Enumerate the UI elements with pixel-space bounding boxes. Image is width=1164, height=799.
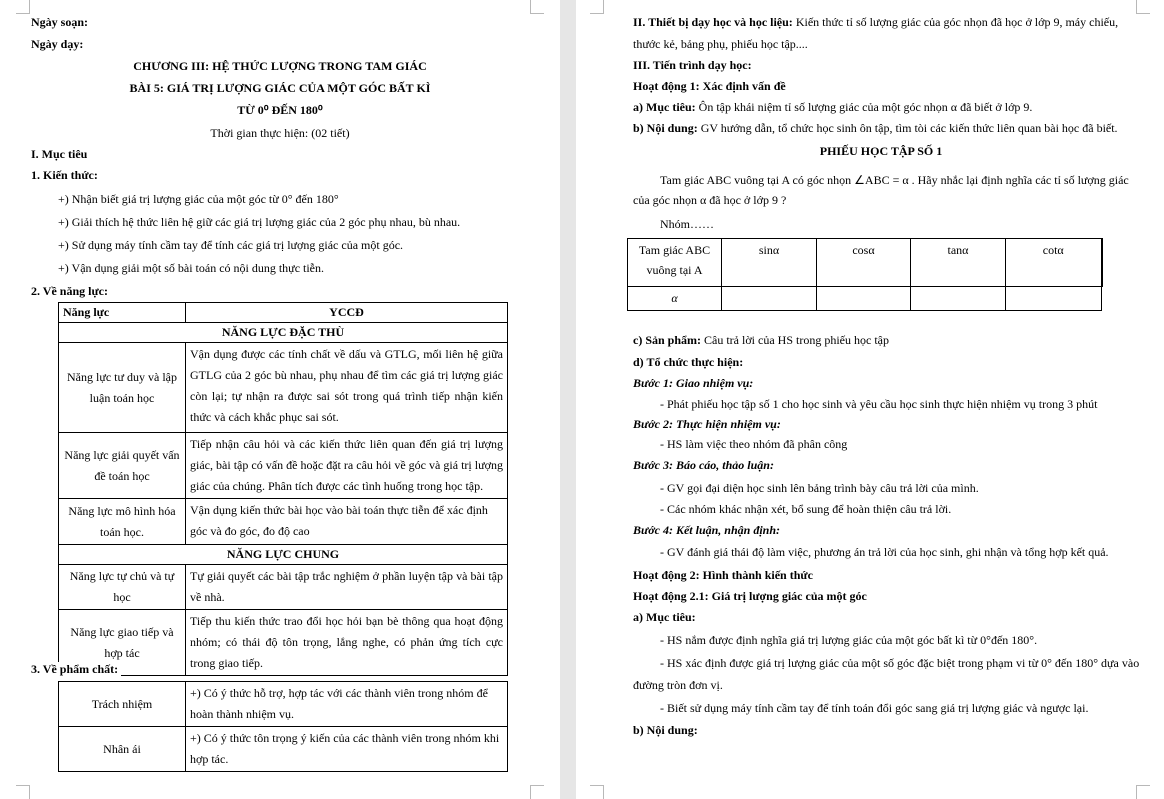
objective-text: Ôn tập khái niệm tỉ số lượng giác của một góc nhọn α đã biết ở lớp 9. bbox=[695, 100, 1033, 114]
table-cell bbox=[817, 287, 911, 311]
step-2-text: - HS làm việc theo nhóm đã phân công bbox=[660, 437, 848, 451]
table-cell: Năng lực giải quyết vấn đề toán học bbox=[59, 433, 186, 499]
qualities-table bbox=[58, 681, 508, 772]
equipment-text: Kiến thức tỉ số lượng giác của góc nhọn đã học ở lớp 9, máy chiếu, bbox=[792, 15, 1119, 29]
table-cell: +) Có ý thức hỗ trợ, hợp tác với các thành viên trong nhóm để hoàn thành nhiệm vụ. bbox=[186, 682, 508, 727]
step-2-heading: Bước 2: Thực hiện nhiệm vụ: bbox=[633, 417, 781, 431]
table-cell: Tiếp nhận câu hỏi và các kiến thức liên quan đến giá trị lượng giác, bài tập có vấn đề hoặc đặt ra câu hỏi về góc và giá trị lượng giác của chúng. Phân tích được các tình huống trong học tập. bbox=[186, 433, 508, 499]
step-3-text-1: - GV gọi đại diện học sinh lên bảng trình bày câu trả lời của mình. bbox=[660, 481, 979, 495]
crop-mark bbox=[16, 0, 30, 14]
organization-heading: d) Tổ chức thực hiện: bbox=[633, 355, 744, 369]
table-header: cotα bbox=[1006, 239, 1102, 287]
product-text: Câu trả lời của HS trong phiếu học tập bbox=[701, 333, 889, 347]
section-competency: 2. Về năng lực: bbox=[31, 284, 108, 298]
activity-2-1-content: b) Nội dung: bbox=[633, 723, 698, 737]
table-header: cosα bbox=[817, 239, 911, 287]
table-cell bbox=[911, 287, 1006, 311]
worksheet-title: PHIẾU HỌC TẬP SỐ 1 bbox=[819, 144, 943, 158]
table-header: Tam giác ABC vuông tại A bbox=[628, 239, 722, 287]
objective-item: - HS xác định được giá trị lượng giác của một số góc đặc biệt trong phạm vi từ 0° đến 180° dựa vào bbox=[660, 656, 1140, 670]
objective-item: - Biết sử dụng máy tính cầm tay để tính toán đổi góc sang giá trị lượng giác và ngược lại. bbox=[660, 701, 1089, 715]
knowledge-item: +) Nhận biết giá trị lượng giác của một góc từ 0° đến 180° bbox=[58, 192, 339, 206]
section-objectives: I. Mục tiêu bbox=[31, 147, 88, 161]
objective-label: a) Mục tiêu: bbox=[633, 100, 696, 114]
section-qualities: 3. Về phẩm chất: bbox=[31, 662, 121, 677]
table-cell: Năng lực tư duy và lập luận toán học bbox=[59, 343, 186, 433]
worksheet-question-2: của góc nhọn α đã học ở lớp 9 ? bbox=[633, 193, 787, 207]
activity-2-1-heading: Hoạt động 2.1: Giá trị lượng giác của một góc bbox=[633, 589, 867, 603]
table-cell: Năng lực mô hình hóa toán học. bbox=[59, 499, 186, 545]
activity-2-heading: Hoạt động 2: Hình thành kiến thức bbox=[633, 568, 813, 582]
lesson-subtitle: TỪ 0⁰ ĐẾN 180⁰ bbox=[237, 103, 323, 117]
crop-mark bbox=[530, 0, 544, 14]
objective-item-cont: đường tròn đơn vị. bbox=[633, 678, 723, 692]
knowledge-item: +) Sử dụng máy tính cầm tay để tính các giá trị lượng giác của một góc. bbox=[58, 238, 404, 252]
table-cell: Trách nhiệm bbox=[59, 682, 186, 727]
product-label: c) Sản phẩm: bbox=[633, 333, 702, 347]
product-line bbox=[633, 333, 889, 348]
table-cell: Năng lực giao tiếp và hợp tác bbox=[59, 610, 186, 676]
table-cell: Năng lực tự chủ và tự học bbox=[59, 565, 186, 610]
crop-mark bbox=[590, 0, 604, 14]
worksheet-question: Tam giác ABC vuông tại A có góc nhọn ∠ABC = α . Hãy nhắc lại định nghĩa các tỉ số lượng giác bbox=[660, 173, 1129, 187]
activity-1-objective bbox=[633, 100, 1032, 115]
table-section-heading: NĂNG LỰC CHUNG bbox=[59, 545, 508, 565]
table-header: Năng lực bbox=[59, 303, 186, 323]
step-1-text: - Phát phiếu học tập số 1 cho học sinh và yêu cầu học sinh thực hiện nhiệm vụ trong 3 phút bbox=[660, 397, 1098, 411]
table-cell: Vận dụng kiến thức bài học vào bài toán thực tiễn để xác định góc và đo góc, đo độ cao bbox=[186, 499, 508, 545]
content-text: GV hướng dẫn, tổ chức học sinh ôn tập, tìm tòi các kiến thức liên quan bài học đã biết. bbox=[697, 121, 1118, 135]
step-1-heading: Bước 1: Giao nhiệm vụ: bbox=[633, 376, 754, 390]
table-cell: +) Có ý thức tôn trọng ý kiến của các thành viên trong nhóm khi hợp tác. bbox=[186, 727, 508, 772]
document-page-right bbox=[576, 0, 1164, 799]
ngay-soan: Ngày soạn: bbox=[31, 15, 89, 29]
competency-table bbox=[58, 302, 508, 676]
section-process: III. Tiến trình dạy học: bbox=[633, 58, 752, 72]
crop-mark bbox=[16, 785, 30, 799]
group-label: Nhóm…… bbox=[660, 217, 714, 231]
knowledge-item: +) Giải thích hệ thức liên hệ giữ các giá trị lượng giác của 2 góc phụ nhau, bù nhau. bbox=[58, 215, 461, 229]
table-header: YCCĐ bbox=[186, 303, 508, 323]
step-3-text-2: - Các nhóm khác nhận xét, bổ sung để hoàn thiện câu trả lời. bbox=[660, 502, 952, 516]
table-section-heading: NĂNG LỰC ĐẶC THÙ bbox=[59, 323, 508, 343]
equipment-line-2: thước kẻ, bảng phụ, phiếu học tập.... bbox=[633, 37, 808, 51]
table-cell bbox=[1006, 287, 1102, 311]
table-header: sinα bbox=[722, 239, 817, 287]
crop-mark bbox=[530, 785, 544, 799]
step-3-heading: Bước 3: Báo cáo, thảo luận: bbox=[633, 458, 774, 472]
worksheet-table bbox=[627, 238, 1103, 311]
table-cell: α bbox=[628, 287, 722, 311]
step-4-heading: Bước 4: Kết luận, nhận định: bbox=[633, 523, 780, 537]
activity-1-heading: Hoạt động 1: Xác định vấn đề bbox=[633, 79, 786, 93]
equipment-label: II. Thiết bị dạy học và học liệu: bbox=[633, 15, 793, 29]
equipment-line bbox=[633, 15, 1118, 30]
ngay-day: Ngày dạy: bbox=[31, 37, 84, 51]
table-cell: Tiếp thu kiến thức trao đổi học hỏi bạn bè thông qua hoạt động nhóm; có thái độ tôn trọng, lắng nghe, có phản ứng tích cực trong giao tiếp. bbox=[186, 610, 508, 676]
table-cell: Tự giải quyết các bài tập trắc nghiệm ở phần luyện tập và bài tập về nhà. bbox=[186, 565, 508, 610]
duration: Thời gian thực hiện: (02 tiết) bbox=[210, 126, 350, 140]
crop-mark bbox=[1136, 0, 1150, 14]
content-label: b) Nội dung: bbox=[633, 121, 698, 135]
step-4-text: - GV đánh giá thái độ làm việc, phương án trả lời của học sinh, ghi nhận và tổng hợp kết quả. bbox=[660, 545, 1109, 559]
table-cell: Nhân ái bbox=[59, 727, 186, 772]
section-knowledge: 1. Kiến thức: bbox=[31, 168, 98, 182]
objective-item: - HS nắm được định nghĩa giá trị lượng giác của một góc bất kì từ 0°đến 180°. bbox=[660, 633, 1038, 647]
crop-mark bbox=[590, 785, 604, 799]
table-header: tanα bbox=[911, 239, 1006, 287]
document-page-left bbox=[0, 0, 560, 799]
activity-1-content bbox=[633, 121, 1118, 136]
crop-mark bbox=[1136, 785, 1150, 799]
chapter-title: CHƯƠNG III: HỆ THỨC LƯỢNG TRONG TAM GIÁC bbox=[133, 59, 427, 73]
knowledge-item: +) Vận dụng giải một số bài toán có nội dung thực tiễn. bbox=[58, 261, 325, 275]
table-cell: Vận dụng được các tính chất về dấu và GTLG, mối liên hệ giữa GTLG của 2 góc bù nhau, phụ nhau để tìm các giá trị lượng giác còn lại; tự nhận ra được sai sót trong quá trình tiếp nhận kiến thức và cách khắc phục sai sót. bbox=[186, 343, 508, 433]
lesson-title: BÀI 5: GIÁ TRỊ LƯỢNG GIÁC CỦA MỘT GÓC BẤT KÌ bbox=[129, 81, 431, 95]
activity-2-1-objective: a) Mục tiêu: bbox=[633, 610, 696, 624]
table-cell bbox=[722, 287, 817, 311]
